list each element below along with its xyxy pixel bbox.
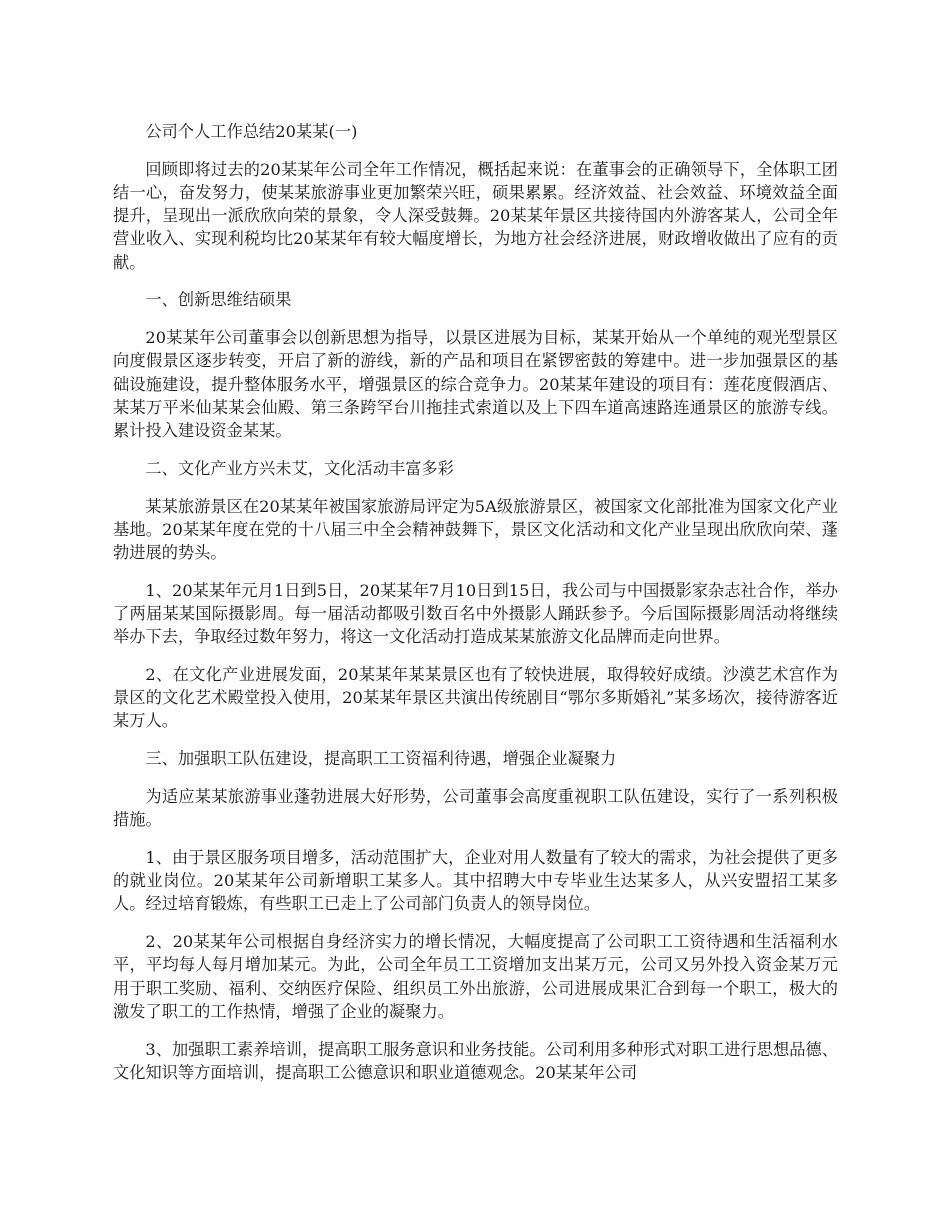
paragraph-section-2: 某某旅游景区在20某某年被国家旅游局评定为5A级旅游景区，被国家文化部批准为国家文化产业基地。20某某年度在党的十八届三中全会精神鼓舞下，景区文化活动和文化产业呈现出欣欣向荣、蓬勃进展的势头。 [113, 496, 838, 563]
paragraph-section-3-item-3: 3、加强职工素养培训，提高职工服务意识和业务技能。公司利用多种形式对职工进行思想品德、文化知识等方面培训，提高职工公德意识和职业道德观念。20某某年公司 [113, 1039, 838, 1082]
paragraph-section-2-item-2: 2、在文化产业进展发面，20某某年某某景区也有了较快进展，取得较好成绩。沙漠艺术宫作为景区的文化艺术殿堂投入使用，20某某年景区共演出传统剧目“鄂尔多斯婚礼”某多场次，接待游客近某万人。 [113, 665, 838, 731]
paragraph-section-2-item-1: 1、20某某年元月1日到5日，20某某年7月10日到15日，我公司与中国摄影家杂志社合作，举办了两届某某国际摄影周。每一届活动都吸引数百名中外摄影人踊跃参予。今后国际摄影周活动将继续举办下去，争取经过数年努力，将这一文化活动打造成某某旅游文化品牌而走向世界。 [113, 580, 838, 647]
paragraph-section-3-item-1: 1、由于景区服务项目增多，活动范围扩大，企业对用人数量有了较大的需求，为社会提供了更多的就业岗位。20某某年公司新增职工某多人。其中招聘大中专毕业生达某多人，从兴安盟招工某多人。经过培育锻炼，有些职工已走上了公司部门负责人的领导岗位。 [113, 848, 838, 914]
section-heading-2: 二、文化产业方兴未艾，文化活动丰富多彩 [145, 458, 454, 478]
section-heading-1: 一、创新思维结硕果 [145, 290, 292, 310]
paragraph-intro: 回顾即将过去的20某某年公司全年工作情况，概括起来说：在董事会的正确领导下，全体职工团结一心，奋发努力，使某某旅游事业更加繁荣兴旺，硕果累累。经济效益、社会效益、环境效益全面提升，呈现出一派欣欣向荣的景象，令人深受鼓舞。20某某年景区共接待国内外游客某人，公司全年营业收入、实现利税均比20某某年有较大幅度增长，为地方社会经济进展，财政增收做出了应有的贡献。 [113, 159, 838, 272]
document-body [113, 120, 838, 1099]
paragraph-section-1: 20某某年公司董事会以创新思想为指导，以景区进展为目标，某某开始从一个单纯的观光型景区向度假景区逐步转变，开启了新的游线，新的产品和项目在紧锣密鼓的筹建中。进一步加强景区的基础设施建设，提升整体服务水平，增强景区的综合竞争力。20某某年建设的项目有：莲花度假酒店、某某万平米仙某某会仙殿、第三条跨罕台川拖挂式索道以及上下四车道高速路连通景区的旅游专线。累计投入建设资金某某。 [113, 328, 838, 441]
paragraph-section-3-item-2: 2、20某某年公司根据自身经济实力的增长情况，大幅度提高了公司职工工资待遇和生活福利水平，平均每人每月增加某元。为此，公司全年员工工资增加支出某万元，公司又另外投入资金某万元用于职工奖励、福利、交纳医疗保险、组织员工外出旅游，公司进展成果汇合到每一个职工，极大的激发了职工的工作热情，增强了企业的凝聚力。 [113, 932, 838, 1021]
section-heading-3: 三、加强职工队伍建设，提高职工工资福利待遇，增强企业凝聚力 [145, 749, 617, 769]
paragraph-section-3: 为适应某某旅游事业蓬勃进展大好形势，公司董事会高度重视职工队伍建设，实行了一系列积极措施。 [113, 787, 838, 830]
document-title: 公司个人工作总结20某某(一) [145, 122, 358, 141]
